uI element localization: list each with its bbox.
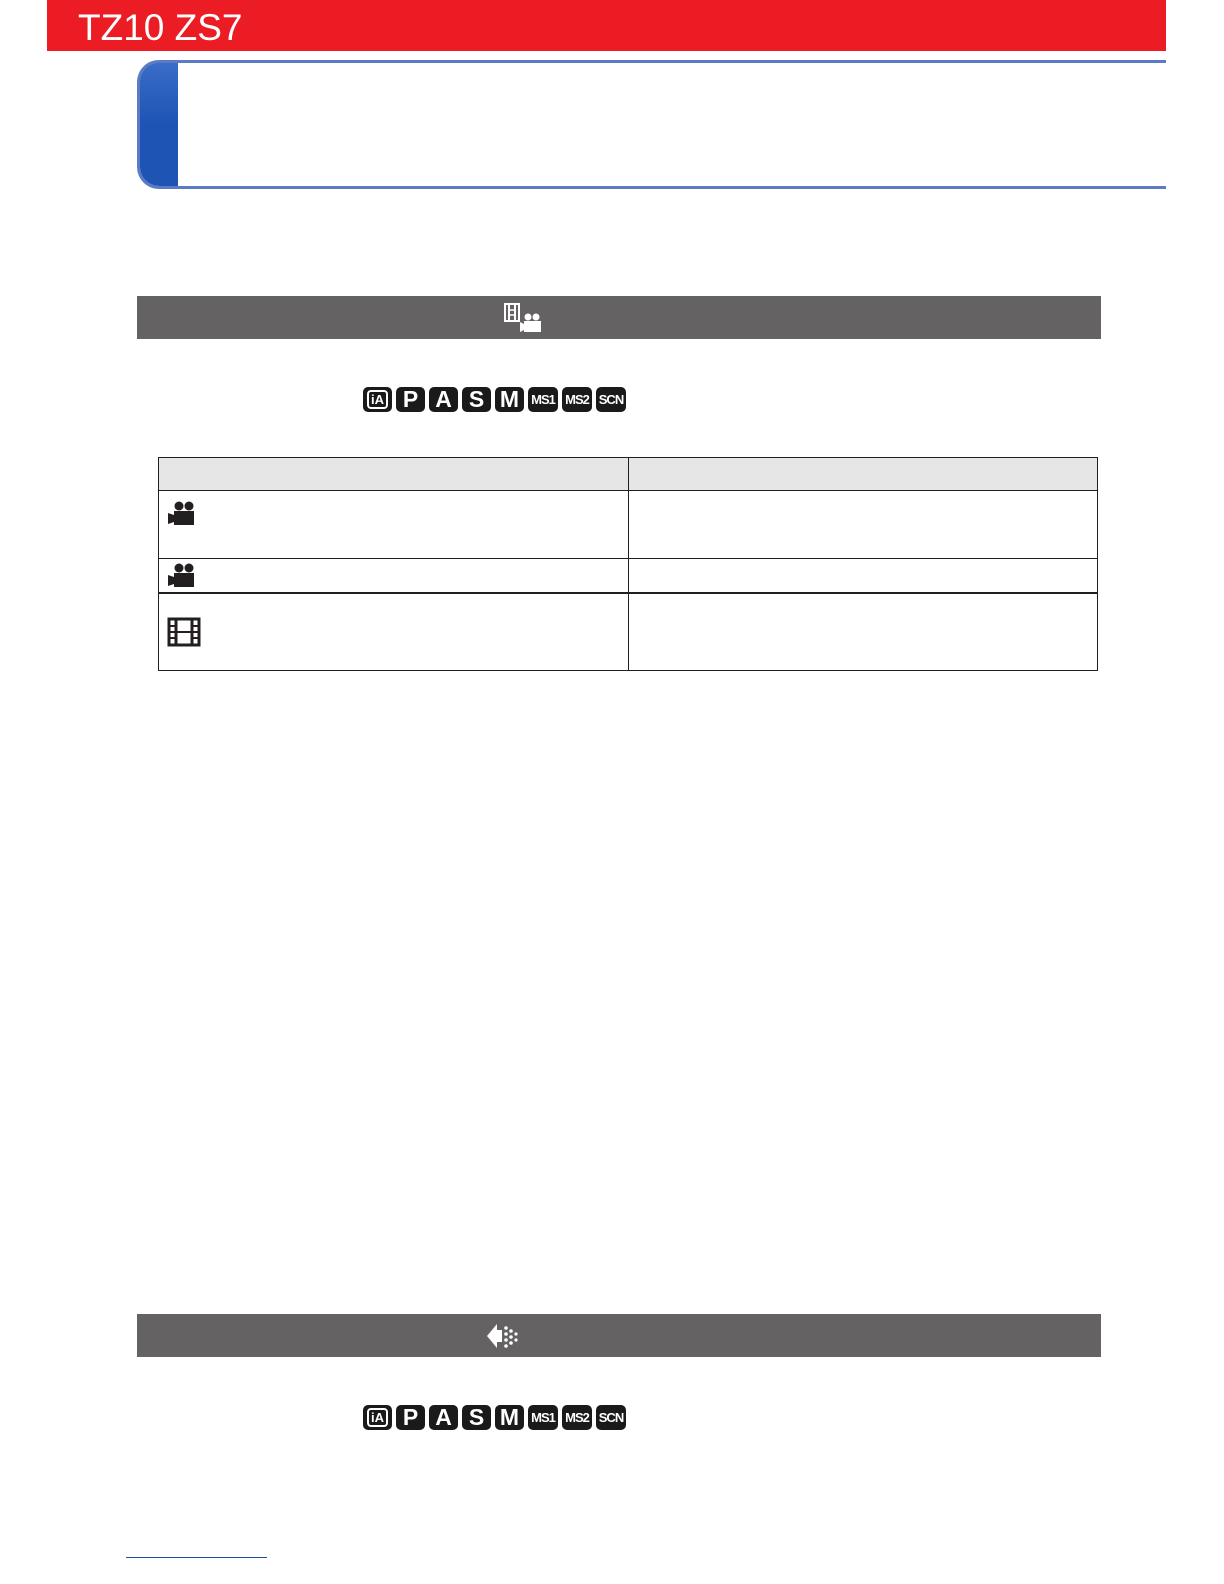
table-row [159,559,1098,594]
film-camera-mode-icon [503,302,543,334]
section-bar-movie-mode [137,296,1101,339]
table-cell-icon [159,593,629,671]
movie-camera-icon [167,563,199,589]
recording-modes-2 [363,1405,626,1430]
table-cell-description [628,593,1098,671]
arrow-dots-icon [485,1320,521,1352]
footer-link[interactable] [126,1557,267,1558]
chapter-tab-highlight [140,63,178,125]
table-cell-icon [159,559,629,594]
mode-ia-icon: iA [363,387,392,412]
table-cell-description [628,491,1098,559]
mode-m-icon: M [495,1405,524,1430]
recording-modes-1 [363,387,626,412]
mode-scn-icon: SCN [596,1405,626,1430]
mode-ms2-icon: MS2 [562,387,592,412]
mode-a-icon: A [429,387,458,412]
mode-p-icon: P [396,1405,425,1430]
mode-ms1-icon: MS1 [528,387,558,412]
table-header-cell [159,458,629,491]
mode-p-icon: P [396,387,425,412]
table-header-row [159,458,1098,491]
settings-table [158,457,1098,671]
model-name: TZ10 ZS7 [78,7,243,48]
mode-a-icon: A [429,1405,458,1430]
page-title-box [137,60,1166,189]
mode-s-icon: S [462,387,491,412]
mode-m-icon: M [495,387,524,412]
table-row [159,491,1098,559]
table-header-cell [628,458,1098,491]
table-cell-description [628,559,1098,594]
mode-s-icon: S [462,1405,491,1430]
film-strip-icon [167,617,201,647]
mode-ms1-icon: MS1 [528,1405,558,1430]
table-row [159,593,1098,671]
mode-ms2-icon: MS2 [562,1405,592,1430]
movie-camera-icon [167,501,199,527]
model-header-bar [47,0,1166,51]
section-bar-2 [137,1314,1101,1357]
mode-ia-icon: iA [363,1405,392,1430]
table-cell-icon [159,491,629,559]
mode-scn-icon: SCN [596,387,626,412]
